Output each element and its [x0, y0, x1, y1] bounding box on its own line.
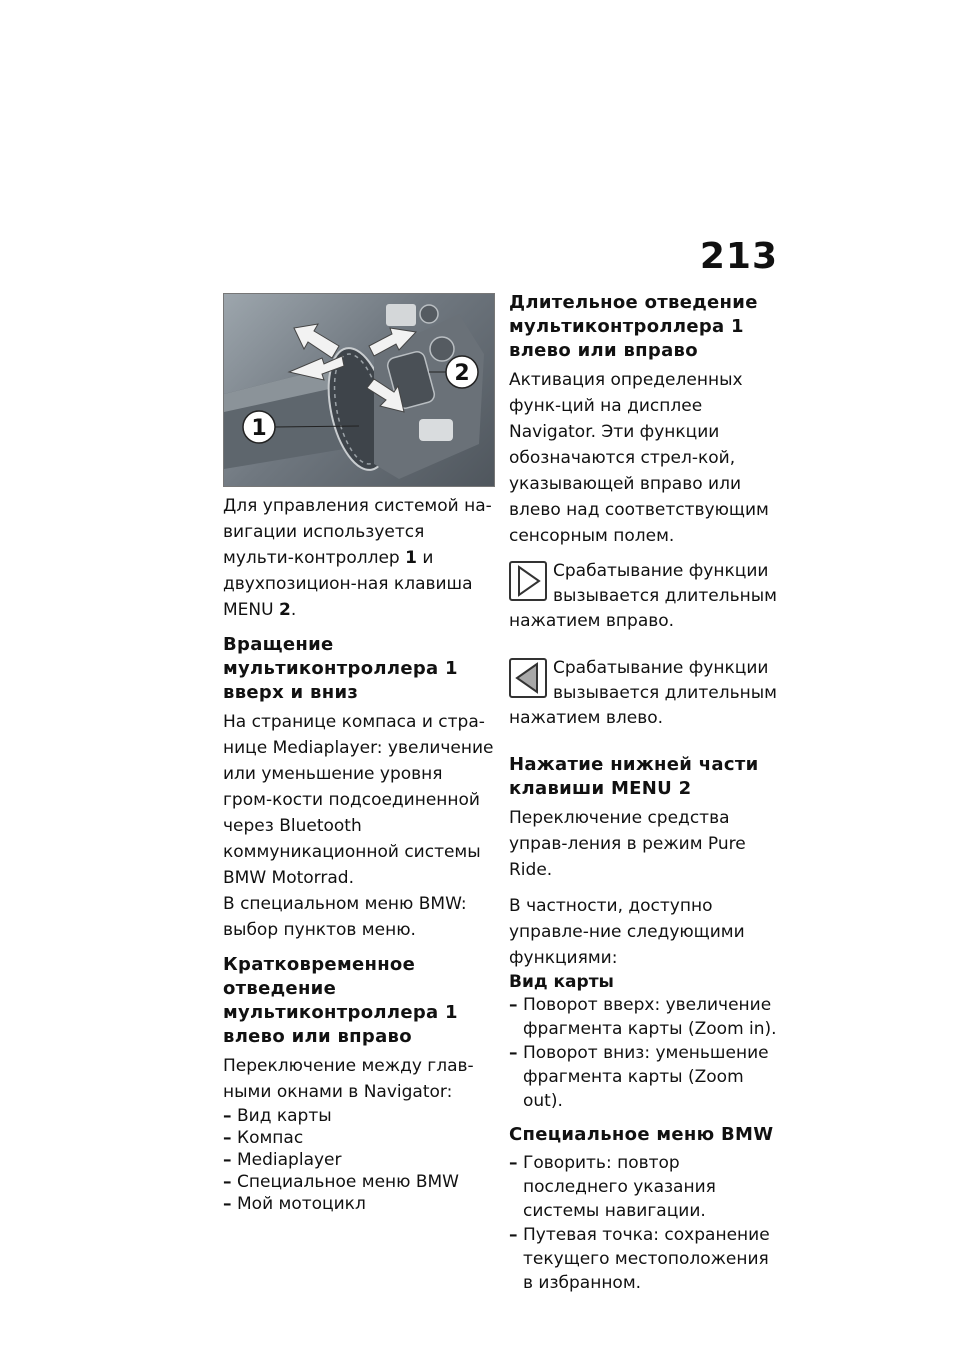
- list-item: – Mediaplayer: [223, 1149, 495, 1171]
- list-item: – Поворот вверх: увеличение фрагмента карты (Zoom in).: [509, 993, 781, 1041]
- note-right: [509, 559, 781, 634]
- short-deflect-text: Переключение между глав-ными окнами в Navigator:: [223, 1056, 474, 1102]
- left-column: [223, 293, 495, 1225]
- note-left: [509, 656, 781, 731]
- heading-rotate: Вращение мультиконтроллера 1 вверх и вниз: [223, 634, 458, 703]
- main-windows-list: [223, 1105, 495, 1215]
- map-view-list: [509, 993, 781, 1113]
- handlebar-controls-figure: [223, 293, 495, 487]
- heading-special-menu: Специальное меню BMW: [509, 1124, 774, 1145]
- rotate-text: На странице компаса и стра-нице Mediaplayer: увеличение или уменьшение уровня гром-кости подсоединенной через Bluetooth коммуникационной системы BMW Motorrad.: [223, 712, 494, 888]
- special-menu-list: [509, 1151, 781, 1295]
- list-item: – Компас: [223, 1127, 495, 1149]
- callout-2: 2: [454, 361, 470, 386]
- intro-paragraph: Для управления системой на-вигации используется мульти-контроллер 1 и двухпозицион-ная клавиша MENU 2.: [223, 496, 492, 620]
- list-item: – Специальное меню BMW: [223, 1171, 495, 1193]
- heading-short-deflect: Кратковременное отведение мультиконтроллера 1 влево или вправо: [223, 954, 458, 1047]
- long-deflect-text: Активация определенных функ-ций на дисплее Navigator. Эти функции обозначаются стрел-кой, указывающей вправо или влево над соответствующим сенсорным полем.: [509, 370, 769, 546]
- list-item: – Вид карты: [223, 1105, 495, 1127]
- arrow-left-icon: [509, 658, 547, 698]
- menu-press-text-2: В частности, доступно управле-ние следующими функциями:: [509, 896, 745, 968]
- heading-long-deflect: Длительное отведение мультиконтроллера 1 влево или вправо: [509, 292, 758, 361]
- right-column: [509, 293, 781, 1305]
- subheading-map-view: Вид карты: [509, 972, 614, 992]
- note-right-text: Срабатывание функции вызывается длительным нажатием вправо.: [509, 561, 777, 631]
- menu-press-text: Переключение средства управ-ления в режим Pure Ride.: [509, 808, 746, 880]
- page-number: 213: [699, 236, 778, 277]
- heading-menu-press: Нажатие нижней части клавиши MENU 2: [509, 754, 759, 799]
- handlebar-illustration: [224, 294, 494, 486]
- note-left-text: Срабатывание функции вызывается длительным нажатием влево.: [509, 658, 777, 728]
- list-item: – Мой мотоцикл: [223, 1193, 495, 1215]
- list-item: – Путевая точка: сохранение текущего местоположения в избранном.: [509, 1223, 781, 1295]
- arrow-right-icon: [509, 561, 547, 601]
- list-item: – Говорить: повтор последнего указания системы навигации.: [509, 1151, 781, 1223]
- list-item: – Поворот вниз: уменьшение фрагмента карты (Zoom out).: [509, 1041, 781, 1113]
- callout-1: 1: [251, 416, 267, 441]
- rotate-text-2: В специальном меню BMW: выбор пунктов меню.: [223, 894, 467, 940]
